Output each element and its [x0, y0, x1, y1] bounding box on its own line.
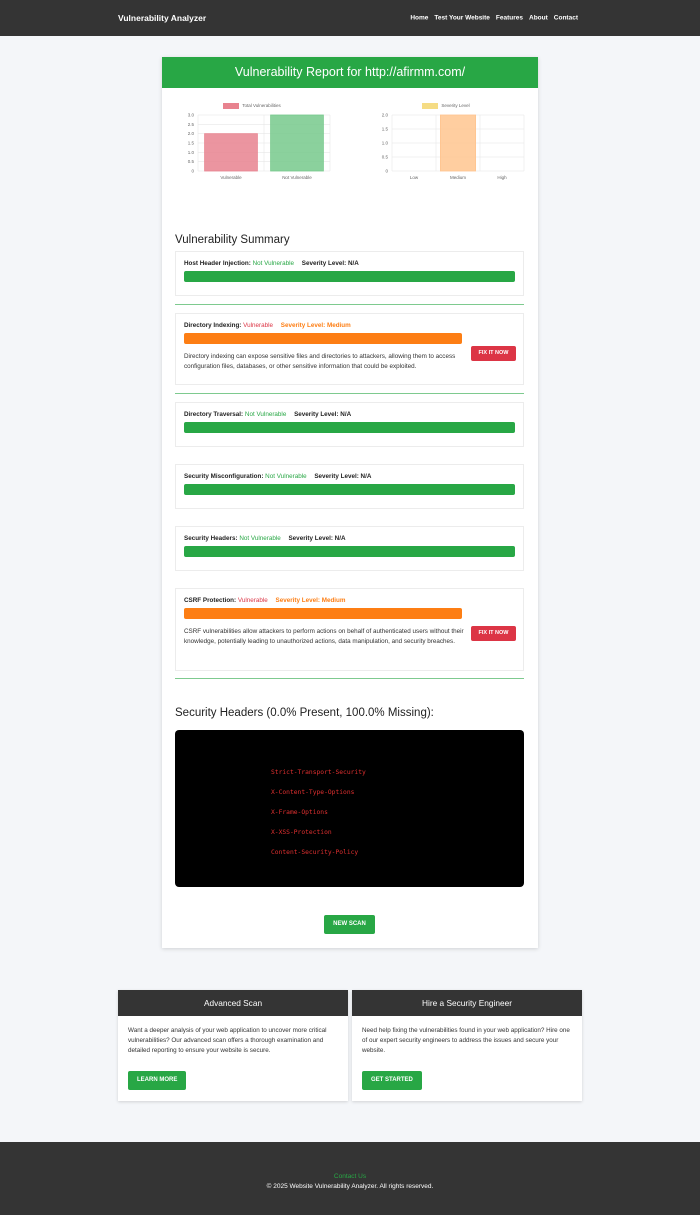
new-scan-button[interactable]: NEW SCAN [324, 915, 375, 934]
vuln-status: Not Vulnerable [244, 411, 287, 418]
y-tick-label: 0.5 [187, 159, 194, 165]
missing-header: X-XSS-Protection [271, 829, 332, 836]
vuln-severity: Severity Level: N/A [301, 260, 359, 267]
missing-header: X-Content-Type-Options [271, 789, 355, 796]
severity-level-chart [366, 103, 526, 183]
missing-header: Strict-Transport-Security [271, 769, 366, 776]
bar-medium [440, 115, 475, 171]
x-tick-label: Medium [449, 175, 467, 180]
vuln-status: Not Vulnerable [239, 535, 281, 542]
security-headers-title: Security Headers (0.0% Present, 100.0% Missing): [175, 707, 434, 719]
nav-about[interactable]: About [529, 14, 548, 22]
legend-label: Severity Level [441, 103, 470, 109]
vuln-card-directory-indexing [175, 313, 524, 385]
nav-features[interactable]: Features [495, 14, 524, 22]
nav-links [410, 15, 578, 22]
vuln-severity: Severity Level: N/A [294, 411, 352, 418]
y-tick-label: 1.0 [187, 149, 194, 155]
vuln-status: Not Vulnerable [252, 260, 294, 267]
card-body: Need help fixing the vulnerabilities found in your web application? Hire one of our expert security engineers to address the issues and secure your website. [362, 1027, 570, 1054]
vuln-status: Vulnerable [243, 322, 274, 329]
y-tick-label: 3.0 [187, 112, 194, 118]
y-tick-label: 2.0 [187, 131, 194, 137]
nav-contact[interactable]: Contact [553, 14, 578, 22]
vuln-name: CSRF Protection: [184, 597, 237, 604]
get-started-button[interactable]: GET STARTED [362, 1071, 422, 1090]
y-tick-label: 0 [385, 168, 388, 174]
vuln-card-csrf-protection [175, 588, 524, 671]
vuln-severity: Severity Level: N/A [288, 535, 346, 542]
vuln-card-host-header-injection [175, 251, 524, 296]
card-body: Want a deeper analysis of your web application to uncover more critical vulnerabilities? Our advanced scan offers a thorough examination and detailed reporting to ensure your website is secure. [128, 1027, 327, 1054]
vuln-name: Security Headers: [184, 535, 238, 542]
x-tick-label: Not Vulnerable [282, 175, 312, 180]
vuln-severity: Severity Level: Medium [275, 597, 346, 604]
vuln-card-directory-traversal [175, 402, 524, 447]
footer-copyright: © 2025 Website Vulnerability Analyzer. All rights reserved. [266, 1183, 434, 1190]
y-tick-label: 2.5 [187, 121, 194, 127]
fix-it-now-button[interactable]: FIX IT NOW [471, 346, 516, 361]
missing-header: Content-Security-Policy [271, 849, 359, 856]
nav-home[interactable]: Home [410, 14, 429, 22]
vuln-progress-bar [184, 608, 462, 619]
divider [175, 304, 524, 305]
vuln-severity: Severity Level: Medium [280, 322, 351, 329]
vuln-progress-bar [184, 546, 515, 557]
advanced-scan-card [118, 990, 348, 1101]
y-tick-label: 1.5 [381, 126, 388, 132]
vuln-progress-bar [184, 271, 515, 282]
card-title: Hire a Security Engineer [352, 990, 582, 1016]
learn-more-button[interactable]: LEARN MORE [128, 1071, 186, 1090]
vuln-progress-bar [184, 484, 515, 495]
vuln-name: Directory Indexing: [184, 322, 242, 329]
vuln-card-security-misconfiguration [175, 464, 524, 509]
vuln-progress-bar [184, 422, 515, 433]
vuln-name: Host Header Injection: [184, 260, 251, 267]
total-vulnerabilities-chart [172, 103, 332, 183]
divider [175, 678, 524, 679]
y-tick-label: 0 [191, 168, 194, 174]
missing-headers-terminal [175, 730, 524, 887]
bar-vulnerable [205, 134, 258, 171]
x-tick-label: High [497, 175, 507, 180]
footer [0, 1142, 700, 1215]
vuln-status: Vulnerable [237, 597, 268, 604]
vuln-description: CSRF vulnerabilities allow attackers to perform actions on behalf of authenticated users without their knowledge, potentially leading to unauthorized actions, data manipulation, and security breaches. [184, 628, 464, 645]
y-tick-label: 0.5 [381, 154, 388, 160]
nav-test-your-website[interactable]: Test Your Website [434, 14, 490, 22]
report-panel [162, 57, 538, 948]
x-tick-label: Low [409, 175, 419, 180]
legend-label: Total Vulnerabilities [242, 103, 281, 109]
chart-svg [366, 103, 526, 183]
vuln-progress-bar [184, 333, 462, 344]
navbar [0, 0, 700, 36]
y-tick-label: 1.0 [381, 140, 388, 146]
vuln-description: Directory indexing can expose sensitive files and directories to attackers, allowing them to access configuration files, databases, or other sensitive information that could be exploited. [184, 353, 456, 370]
footer-contact-link[interactable]: Contact Us [333, 1173, 367, 1180]
missing-header: X-Frame-Options [271, 809, 328, 816]
y-tick-label: 1.5 [187, 140, 194, 146]
hire-engineer-card [352, 990, 582, 1101]
vuln-status: Not Vulnerable [265, 473, 307, 480]
vuln-name: Directory Traversal: [184, 411, 244, 418]
report-title: Vulnerability Report for http://afirmm.com/ [162, 57, 538, 88]
bar-not-vulnerable [271, 115, 324, 171]
x-tick-label: Vulnerable [220, 175, 242, 180]
y-tick-label: 2.0 [381, 112, 388, 118]
vuln-severity: Severity Level: N/A [314, 473, 372, 480]
vulnerability-summary-title: Vulnerability Summary [175, 234, 290, 246]
divider [175, 393, 524, 394]
vuln-card-security-headers [175, 526, 524, 571]
card-title: Advanced Scan [118, 990, 348, 1016]
vuln-name: Security Misconfiguration: [184, 473, 264, 480]
fix-it-now-button[interactable]: FIX IT NOW [471, 626, 516, 641]
chart-svg [172, 103, 332, 183]
brand-logo[interactable]: Vulnerability Analyzer [118, 13, 207, 23]
